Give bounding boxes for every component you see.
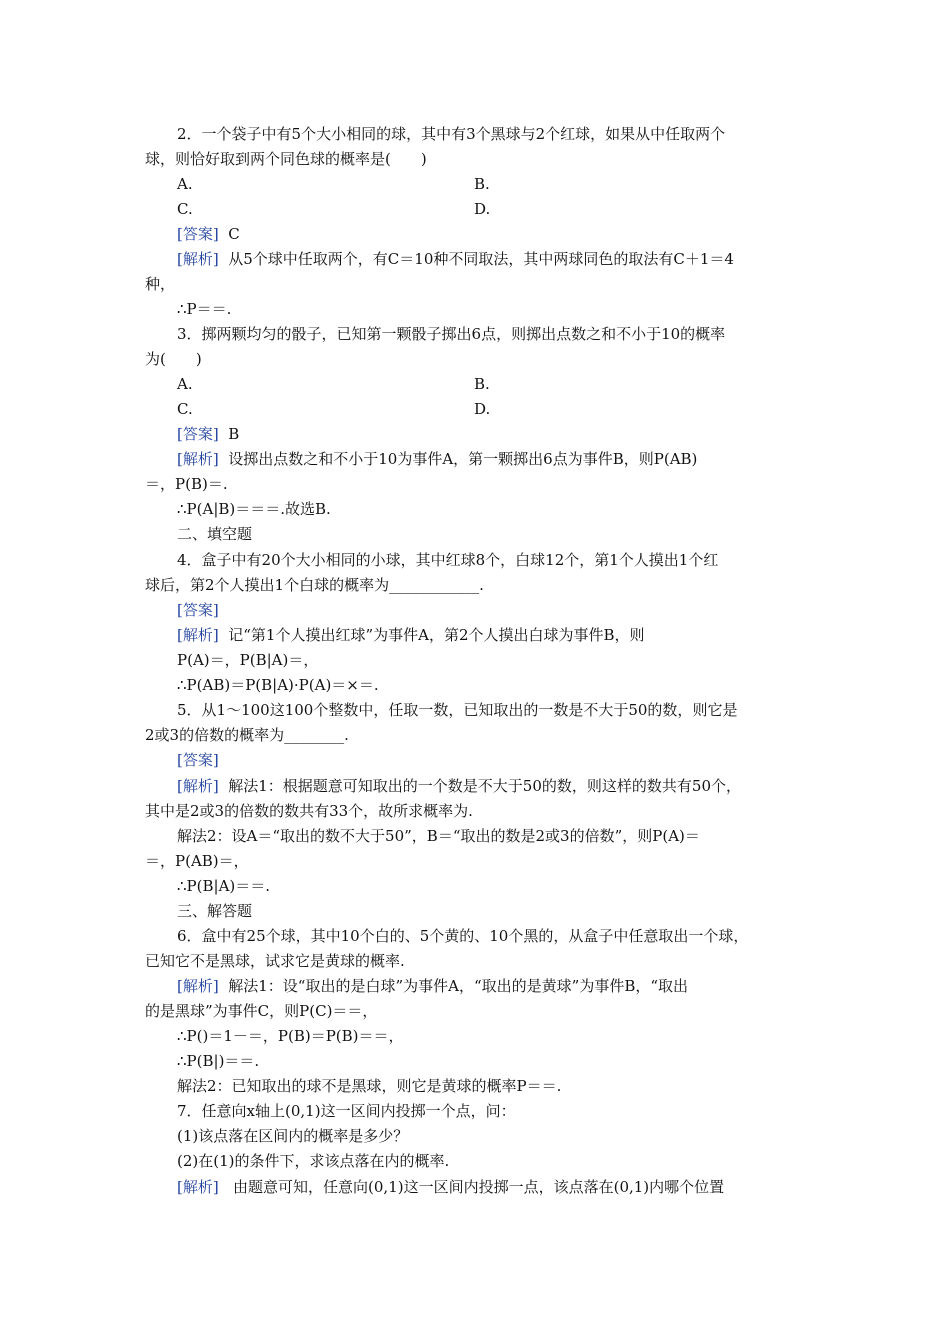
q3-answer	[177, 424, 847, 444]
q5-analysis-line-3: 解法2：设A＝“取出的数不大于50”，B＝“取出的数是2或3的倍数”，则P(A)＝	[177, 827, 700, 845]
q7-analysis-line-1	[177, 1177, 847, 1197]
q3-options-cd	[177, 399, 847, 419]
q6-analysis-line-3: ∴P()＝1－＝，P(B)＝P(B)＝＝，	[177, 1027, 404, 1045]
q3-stem-line-1: 3．掷两颗均匀的骰子，已知第一颗骰子掷出6点，则掷出点数之和不小于10的概率	[177, 325, 726, 343]
q3-analysis-line-1	[177, 449, 847, 469]
q5-stem-line-1: 5．从1～100这100个整数中，任取一数，已知取出的一数是不大于50的数，则它是	[177, 701, 738, 719]
q5-analysis-line-5: ∴P(B|A)＝＝.	[177, 877, 271, 895]
section-heading-solve: 三、解答题	[177, 902, 253, 920]
q5-answer-tag: [答案]	[177, 751, 219, 769]
q6-analysis-line-4: ∴P(B|)＝＝.	[177, 1052, 260, 1070]
q4-analysis-line-2: P(A)＝，P(B|A)＝，	[177, 651, 319, 669]
q4-stem-line-2: 球后，第2个人摸出1个白球的概率为____________.	[145, 576, 484, 594]
q3-analysis-line-3: ∴P(A|B)＝＝＝.故选B.	[177, 500, 331, 518]
q6-analysis-line-5: 解法2：已知取出的球不是黑球，则它是黄球的概率P＝＝.	[177, 1077, 562, 1095]
q2-answer-tag: [答案]	[177, 225, 219, 243]
q5-analysis-line-2: 其中是2或3的倍数的数共有33个，故所求概率为.	[145, 802, 473, 820]
q3-analysis-line-2: ＝，P(B)＝.	[145, 475, 228, 493]
q3-option-d: D.	[474, 400, 491, 418]
q3-options-ab	[177, 374, 847, 394]
q3-analysis-tag: [解析]	[177, 450, 219, 468]
q5-analysis-line-1	[177, 776, 847, 796]
q6-analysis-text-1: 解法1：设“取出的是白球”为事件A，“取出的是黄球”为事件B，“取出	[228, 977, 689, 995]
q3-answer-value: B	[228, 425, 240, 443]
q5-analysis-tag: [解析]	[177, 777, 219, 795]
q7-analysis-tag: [解析]	[177, 1178, 219, 1196]
section-heading-fill-in: 二、填空题	[177, 525, 253, 543]
q3-option-b: B.	[474, 375, 490, 393]
q7-analysis-text-1: 由题意可知，任意向(0,1)这一区间内投掷一点，该点落在(0,1)内哪个位置	[233, 1178, 725, 1196]
q2-answer	[177, 224, 847, 244]
q3-answer-tag: [答案]	[177, 425, 219, 443]
q2-options-ab	[177, 174, 847, 194]
q2-option-b: B.	[474, 175, 490, 193]
q4-analysis-line-3: ∴P(AB)＝P(B|A)·P(A)＝×＝.	[177, 676, 379, 694]
q4-analysis-line-1	[177, 625, 847, 645]
q2-analysis-line-3: ∴P＝＝.	[177, 300, 232, 318]
q5-answer	[177, 750, 847, 770]
q2-stem-line-1: 2．一个袋子中有5个大小相同的球，其中有3个黑球与2个红球，如果从中任取两个	[177, 125, 726, 143]
q4-analysis-tag: [解析]	[177, 626, 219, 644]
q2-analysis-line-2: 种，	[145, 275, 176, 293]
q2-answer-value: C	[228, 225, 240, 243]
q6-analysis-tag: [解析]	[177, 977, 219, 995]
q2-analysis-text-1: 从5个球中任取两个，有C＝10种不同取法，其中两球同色的取法有C＋1＝4	[228, 250, 734, 268]
q6-stem-line-2: 已知它不是黑球，试求它是黄球的概率.	[145, 952, 405, 970]
q6-analysis-line-1	[177, 976, 847, 996]
q3-stem-line-2: 为( )	[145, 350, 202, 368]
q7-stem-line-2: (1)该点落在区间内的概率是多少？	[177, 1127, 409, 1145]
q2-option-a: A.	[177, 175, 193, 193]
q7-stem-line-1: 7．任意向x轴上(0,1)这一区间内投掷一个点，问：	[177, 1102, 516, 1120]
q4-analysis-text-1: 记“第1个人摸出红球”为事件A，第2个人摸出白球为事件B，则	[228, 626, 645, 644]
q6-stem-line-1: 6．盒中有25个球，其中10个白的、5个黄的、10个黑的，从盒子中任意取出一个球，	[177, 927, 749, 945]
q5-analysis-line-4: ＝，P(AB)＝，	[145, 852, 249, 870]
q6-analysis-line-2: 的是黑球”为事件C，则P(C)＝＝，	[145, 1002, 378, 1020]
q5-stem-line-2: 2或3的倍数的概率为________.	[145, 726, 349, 744]
q4-answer-tag: [答案]	[177, 601, 219, 619]
q3-option-c: C.	[177, 400, 193, 418]
q5-analysis-text-1: 解法1：根据题意可知取出的一个数是不大于50的数，则这样的数共有50个，	[228, 777, 741, 795]
q4-stem-line-1: 4．盒子中有20个大小相同的小球，其中红球8个，白球12个，第1个人摸出1个红	[177, 551, 719, 569]
q4-answer	[177, 600, 847, 620]
q2-analysis-tag: [解析]	[177, 250, 219, 268]
q2-options-cd	[177, 199, 847, 219]
q3-option-a: A.	[177, 375, 193, 393]
q2-option-c: C.	[177, 200, 193, 218]
q2-stem-line-2: 球，则恰好取到两个同色球的概率是( )	[145, 150, 427, 168]
q2-option-d: D.	[474, 200, 491, 218]
q2-analysis-line-1	[177, 249, 847, 269]
q3-analysis-text-1: 设掷出点数之和不小于10为事件A，第一颗掷出6点为事件B，则P(AB)	[228, 450, 698, 468]
q7-stem-line-3: (2)在(1)的条件下，求该点落在内的概率.	[177, 1152, 450, 1170]
